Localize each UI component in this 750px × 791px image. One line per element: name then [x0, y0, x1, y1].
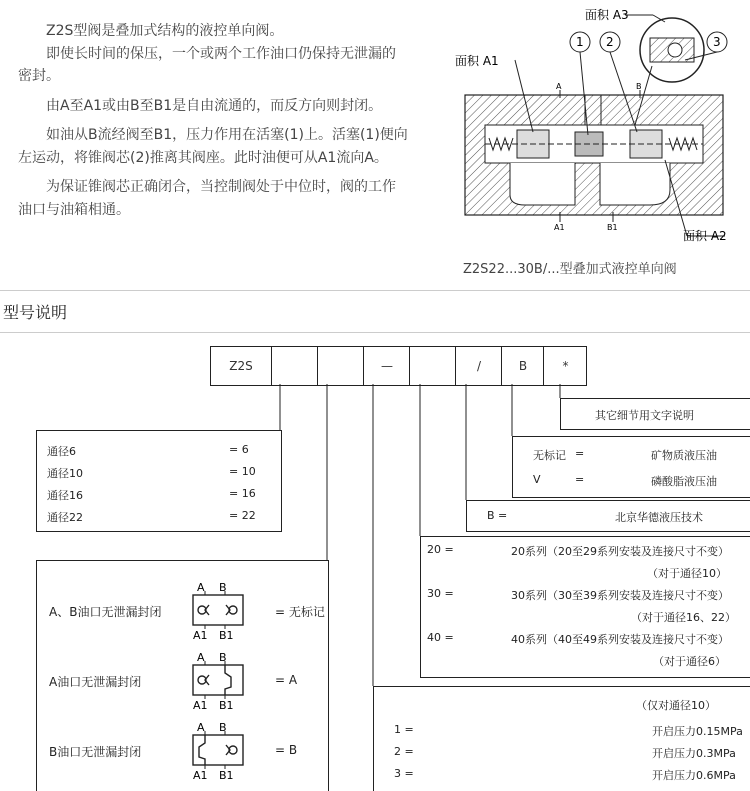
area-a2-label: 面积 A2 — [683, 229, 727, 243]
size-label: 通径6 — [47, 445, 76, 458]
seal-box — [512, 436, 750, 498]
sym-b1: B1 — [219, 769, 234, 781]
intro-text — [18, 20, 408, 221]
intro-paragraph: 即使长时间的保压，一个或两个工作油口仍保持无泄漏的密封。 — [18, 45, 396, 84]
series-desc: 30系列（30至39系列安装及连接尺寸不变） — [511, 589, 729, 602]
maker-code: B = — [487, 509, 508, 522]
function-box — [36, 560, 329, 791]
pressure-desc: 开启压力0.6MPa — [652, 769, 736, 782]
size-box — [36, 430, 282, 532]
diagram-caption: Z2S22...30B/...型叠加式液控单向阀 — [463, 262, 677, 277]
series-code: 40 = — [427, 631, 454, 644]
series-code: 20 = — [427, 543, 454, 556]
code-cell: B — [501, 347, 544, 385]
size-value: = 6 — [229, 443, 249, 456]
area-a3-label: 面积 A3 — [585, 8, 629, 22]
function-label: A油口无泄漏封闭 — [49, 675, 142, 689]
seal-eq: = — [575, 473, 585, 486]
sym-a: A — [197, 721, 205, 734]
size-value: = 16 — [229, 487, 256, 500]
sym-b: B — [219, 721, 227, 734]
function-label: A、B油口无泄漏封闭 — [49, 605, 162, 619]
series-code: 30 = — [427, 587, 454, 600]
port-b1-label: B1 — [607, 223, 618, 232]
symbol-b-check — [185, 719, 257, 781]
code-cell: Z2S — [229, 359, 253, 373]
pressure-desc: 开启压力0.15MPa — [652, 725, 743, 738]
seal-desc: 矿物质液压油 — [651, 449, 717, 462]
series-box — [420, 536, 750, 678]
series-note: （对于通径16、22） — [631, 611, 736, 624]
intro-paragraph: Z2S型阀是叠加式结构的液控单向阀。 — [46, 23, 284, 39]
code-cell — [271, 347, 318, 385]
callout-1-label: 1 — [576, 35, 584, 49]
sym-b: B — [219, 581, 227, 594]
valve-drawing — [425, 0, 750, 280]
port-a1-label: A1 — [554, 223, 565, 232]
seal-code: 无标记 — [533, 449, 566, 462]
size-label: 通径22 — [47, 511, 83, 524]
size-value: = 22 — [229, 509, 256, 522]
symbol-a-check — [185, 649, 257, 711]
code-cell — [317, 347, 364, 385]
series-desc: 40系列（40至49系列安装及连接尺寸不变） — [511, 633, 729, 646]
section-divider — [0, 332, 750, 333]
size-label: 通径16 — [47, 489, 83, 502]
flow-channel — [510, 163, 575, 205]
sym-b1: B1 — [219, 699, 234, 711]
function-value: = B — [275, 743, 298, 757]
callout-2-label: 2 — [606, 35, 614, 49]
seal-code: V — [533, 473, 541, 486]
section-title: 型号说明 — [3, 303, 68, 322]
size-label: 通径10 — [47, 467, 83, 480]
seal-eq: = — [575, 447, 585, 460]
function-label: B油口无泄漏封闭 — [49, 745, 142, 759]
symbol-ab-check — [185, 579, 257, 641]
sym-a1: A1 — [193, 629, 208, 641]
sym-a1: A1 — [193, 769, 208, 781]
code-cell: * — [543, 347, 587, 385]
function-value: = A — [275, 673, 298, 687]
intro-paragraph: 为保证锥阀芯正确闭合，当控制阀处于中位时，阀的工作油口与油箱相通。 — [18, 179, 396, 218]
code-cell: — — [363, 347, 410, 385]
sym-b1: B1 — [219, 629, 234, 641]
code-cell: / — [455, 347, 502, 385]
other-details-box — [560, 398, 750, 430]
sym-a: A — [197, 581, 205, 594]
port-b-label: B — [636, 82, 642, 91]
valve-section-diagram — [425, 0, 750, 280]
code-cell — [409, 347, 456, 385]
other-details-label: 其它细节用文字说明 — [595, 409, 694, 422]
pressure-desc: 开启压力0.3MPa — [652, 747, 736, 760]
pressure-header: （仅对通径10） — [636, 699, 716, 712]
size-value: = 10 — [229, 465, 256, 478]
model-code-box — [210, 346, 587, 386]
series-note: （对于通径6） — [653, 655, 726, 668]
function-value: = 无标记 — [275, 605, 325, 619]
maker-box — [466, 500, 750, 532]
area-a1-label: 面积 A1 — [455, 54, 499, 68]
port-a-label: A — [556, 82, 562, 91]
pressure-code: 2 = — [394, 745, 414, 758]
pressure-code: 3 = — [394, 767, 414, 780]
intro-paragraph: 由A至A1或由B至B1是自由流通的，而反方向则封闭。 — [46, 97, 383, 114]
sym-b: B — [219, 651, 227, 664]
sym-a: A — [197, 651, 205, 664]
intro-paragraph: 如油从B流经阀至B1，压力作用在活塞(1)上。活塞(1)便向左运动，将锥阀芯(2)推离其阀座。此时油便可从A1流向A。 — [18, 127, 408, 166]
series-note: （对于通径10） — [647, 567, 727, 580]
pressure-code: 1 = — [394, 723, 414, 736]
maker-desc: 北京华德液压技术 — [615, 511, 703, 524]
series-desc: 20系列（20至29系列安装及连接尺寸不变） — [511, 545, 729, 558]
seal-desc: 磷酸脂液压油 — [651, 475, 717, 488]
pressure-box — [373, 686, 750, 791]
callout-3-label: 3 — [713, 35, 721, 49]
section-divider — [0, 290, 750, 291]
flow-channel — [600, 163, 670, 205]
sym-a1: A1 — [193, 699, 208, 711]
